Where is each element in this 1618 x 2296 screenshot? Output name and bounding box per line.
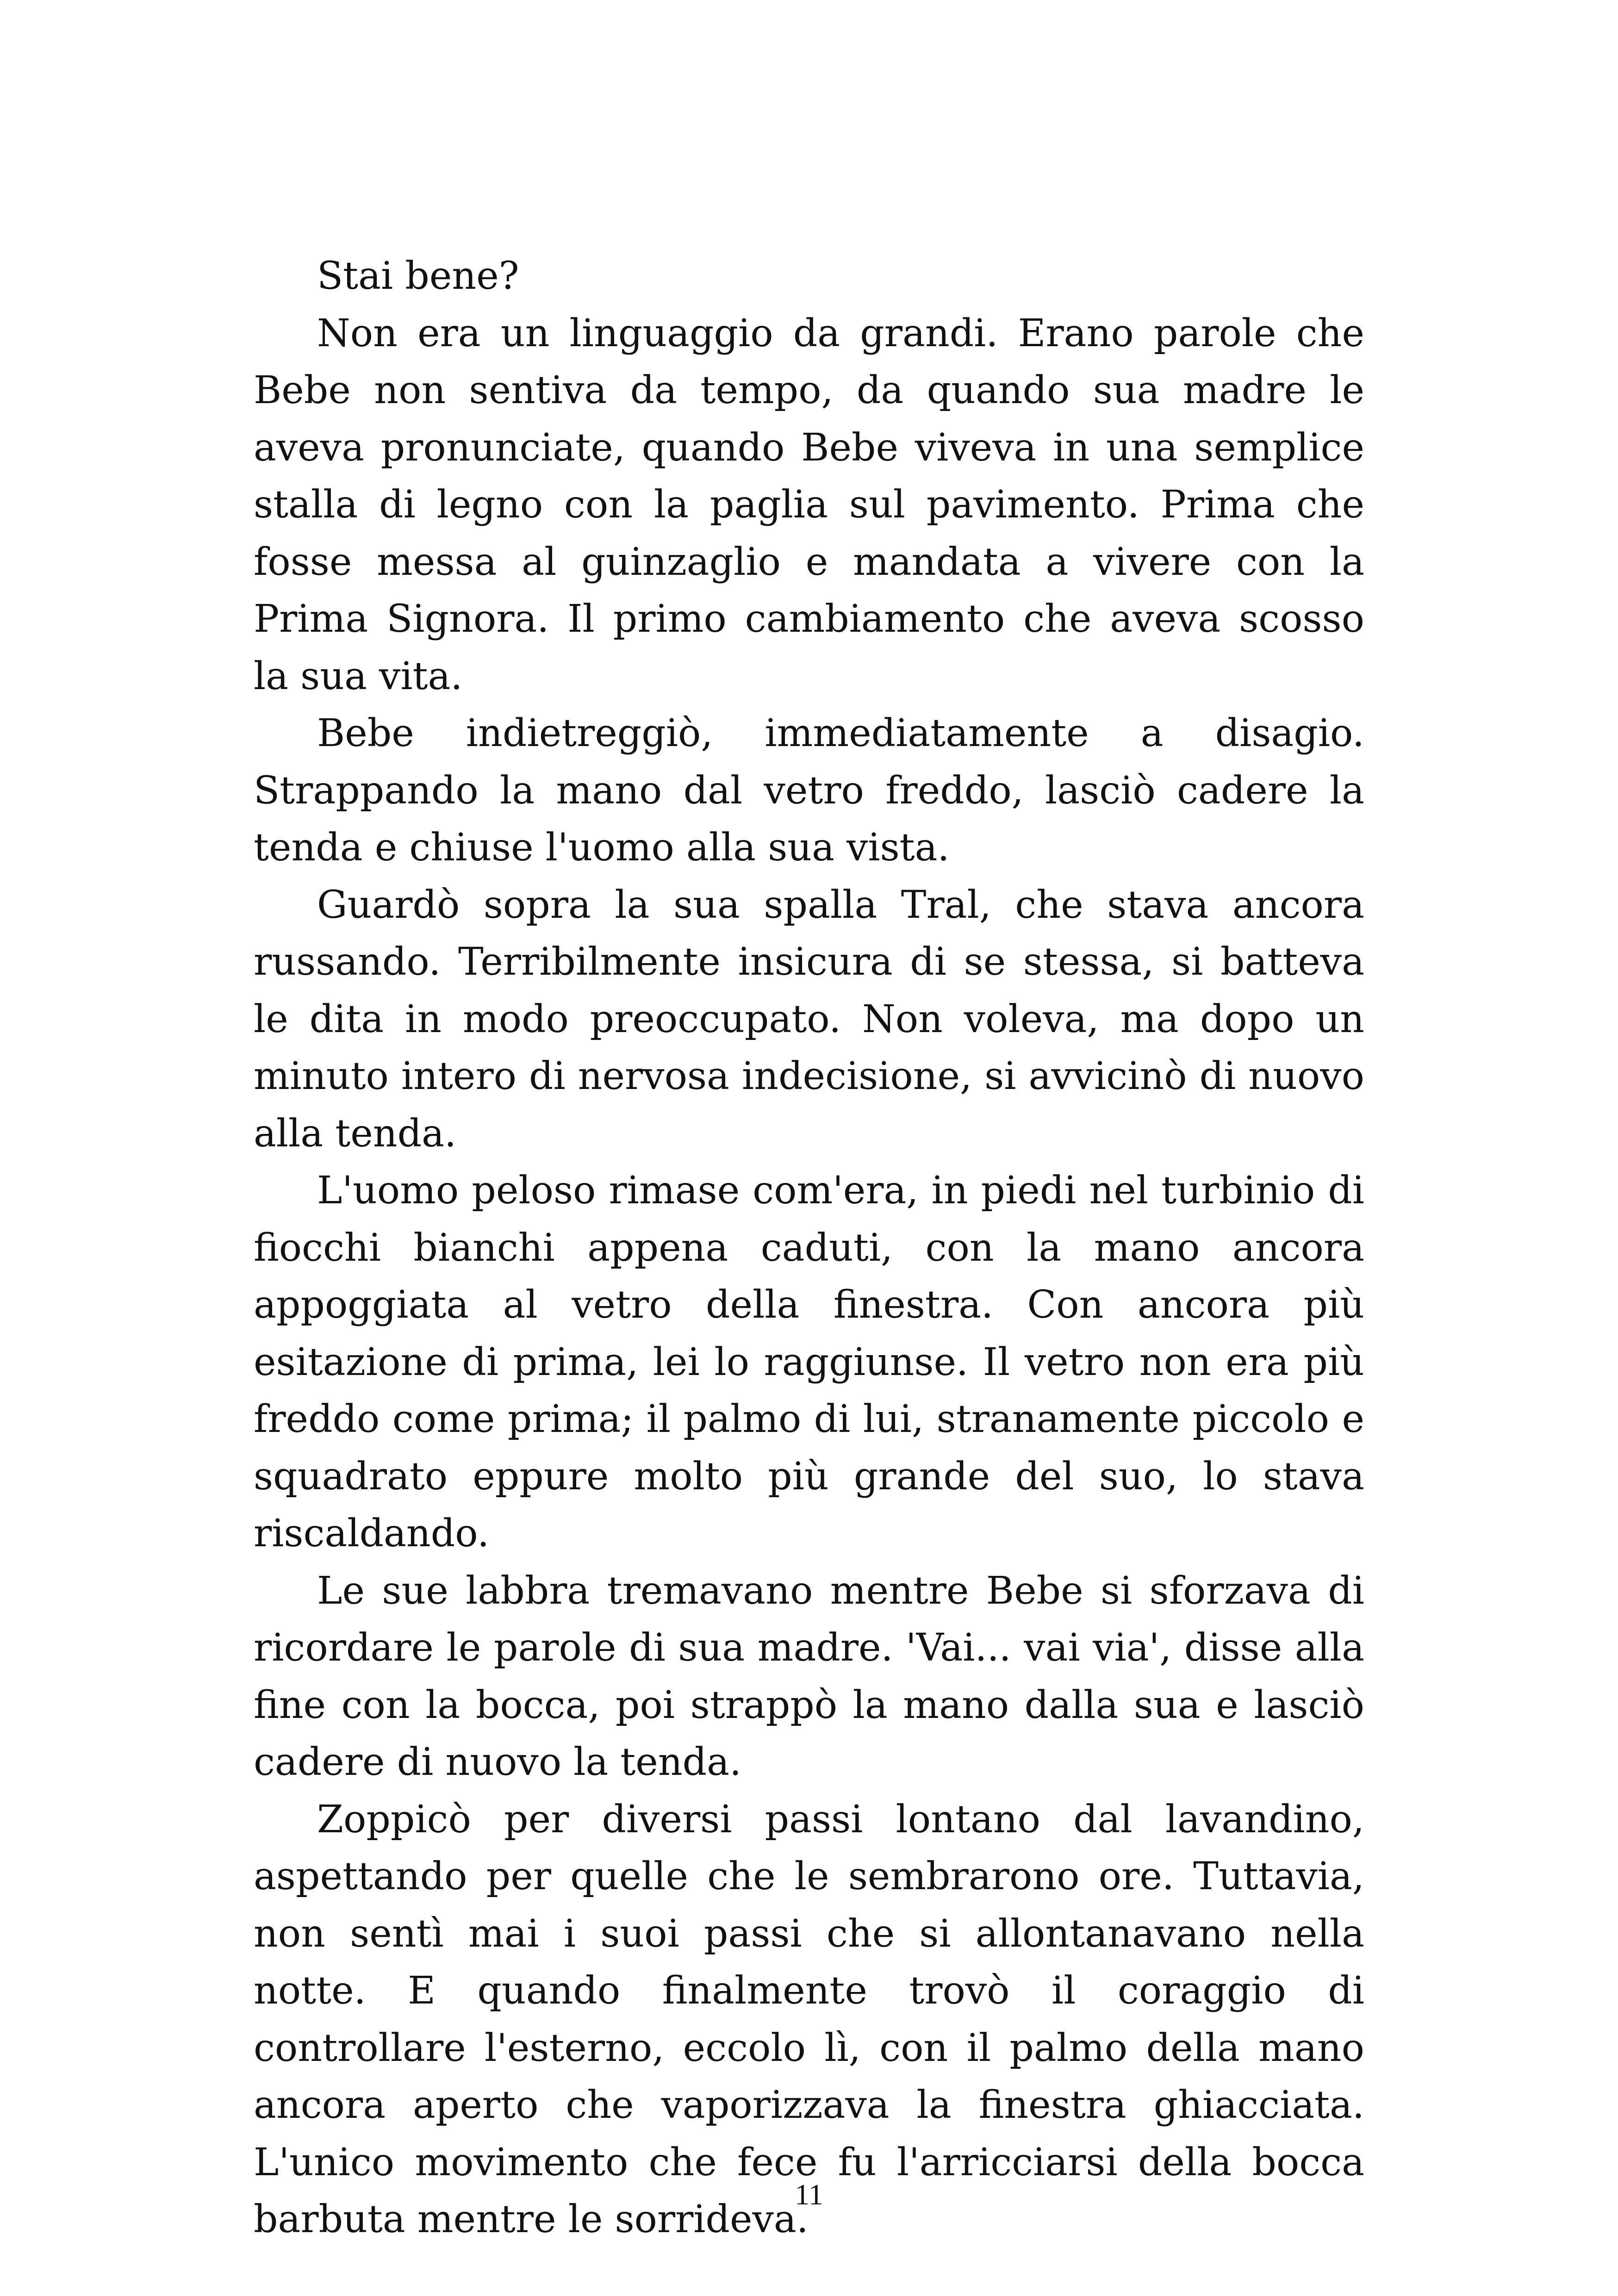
page-number: 11 [795, 2178, 823, 2211]
paragraph-3: Bebe indietreggiò, immediatamente a disagio. Strappando la mano dal vetro freddo, lasciò cadere la tenda e chiuse l'uomo alla sua vista. [254, 711, 1364, 870]
paragraph-2: Non era un linguaggio da grandi. Erano parole che Bebe non sentiva da tempo, da quando sua madre le aveva pronunciate, quando Bebe viveva in una semplice stalla di legno con la paglia sul pavimento. Prima che fosse messa al guinzaglio e mandata a vivere con la Prima Signora. Il primo cambiamento che aveva scosso la sua vita. [254, 311, 1364, 698]
body-text [254, 248, 1364, 2248]
paragraph-4: Guardò sopra la sua spalla Tral, che stava ancora russando. Terribilmente insicura di se stessa, si batteva le dita in modo preoccupato. Non voleva, ma dopo un minuto intero di nervosa indecisione, si avvicinò di nuovo alla tenda. [254, 883, 1364, 1156]
paragraph-5: L'uomo peloso rimase com'era, in piedi nel turbinio di fiocchi bianchi appena caduti, con la mano ancora appoggiata al vetro della finestra. Con ancora più esitazione di prima, lei lo raggiunse. Il vetro non era più freddo come prima; il palmo di lui, stranamente piccolo e squadrato eppure molto più grande del suo, lo stava riscaldando. [254, 1169, 1364, 1556]
paragraph-7: Zoppicò per diversi passi lontano dal lavandino, aspettando per quelle che le sembrarono ore. Tuttavia, non sentì mai i suoi passi che si allontanavano nella notte. E quando finalmente trovò il coraggio di controllare l'esterno, eccolo lì, con il palmo della mano ancora aperto che vaporizzava la finestra ghiacciata. L'unico movimento che fece fu l'arricciarsi della bocca barbuta mentre le sorrideva. [254, 1797, 1364, 2241]
paragraph-1: Stai bene? [317, 254, 519, 298]
paragraph-6: Le sue labbra tremavano mentre Bebe si sforzava di ricordare le parole di sua madre. 'Vai... vai via', disse alla fine con la bocca, poi strappò la mano dalla sua e lasciò cadere di nuovo la tenda. [254, 1568, 1364, 1784]
